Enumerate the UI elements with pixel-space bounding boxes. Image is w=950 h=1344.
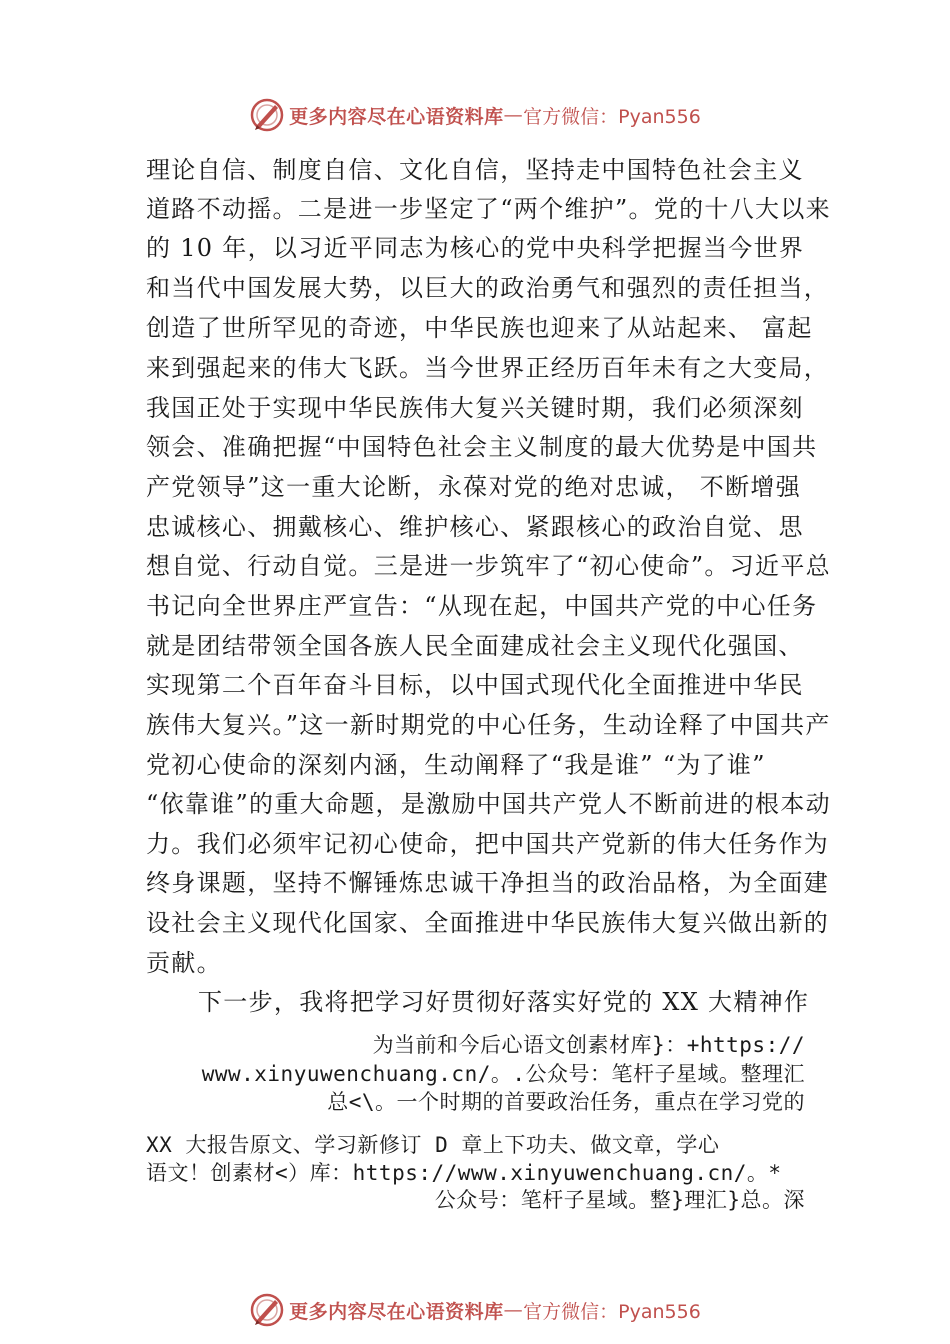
header-banner bbox=[0, 95, 950, 135]
mixed-line: 总<\。一个时期的首要政治任务，重点在学习党的 bbox=[327, 1090, 805, 1114]
footer-banner-text: 更多内容尽在心语资料库 bbox=[289, 1300, 504, 1323]
body-line: 族伟大复兴。”这一新时期党的中心任务，生动诠释了中国共产 bbox=[146, 711, 831, 739]
body-line: 来到强起来的伟大飞跃。当今世界正经历百年未有之大变局， bbox=[146, 354, 830, 382]
body-line: 想自觉、行动自觉。三是进一步筑牢了“初心使命”。习近平总 bbox=[146, 552, 831, 580]
body-line: 我国正处于实现中华民族伟大复兴关键时期，我们必须深刻 bbox=[146, 394, 804, 422]
footer-banner bbox=[0, 1290, 950, 1330]
body-line: 创造了世所罕见的奇迹，中华民族也迎来了从站起来、 富起 bbox=[146, 314, 813, 342]
body-line: 忠诚核心、拥戴核心、维护核心、紧跟核心的政治自觉、思 bbox=[146, 513, 804, 541]
body-line: “依靠谁”的重大命题，是激励中国共产党人不断前进的根本动 bbox=[146, 790, 831, 818]
body-line: 道路不动摇。二是进一步坚定了“两个维护”。党的十八大以来 bbox=[146, 195, 831, 223]
body-line: 终身课题，坚持不懈锤炼忠诚干净担当的政治品格，为全面建 bbox=[146, 869, 830, 897]
paragraph2-first-line: 下一步，我将把学习好贯彻好落实好党的 XX 大精神作 bbox=[198, 988, 810, 1016]
pen-logo-icon bbox=[249, 97, 285, 133]
body-line: 的 10 年，以习近平同志为核心的党中央科学把握当今世界 bbox=[146, 234, 805, 262]
header-banner-wechat: 官方微信：Pyan556 bbox=[523, 105, 701, 128]
mixed-line: 为当前和今后心语文创素材库}：+https:// bbox=[372, 1033, 805, 1057]
body-line: 领会、准确把握“中国特色社会主义制度的最大优势是中国共 bbox=[146, 433, 818, 461]
mixed-line: www.xinyuwenchuang.cn/。.公众号：笔杆子星域。整理汇 bbox=[201, 1062, 805, 1086]
body-line: 书记向全世界庄严宣告：“从现在起，中国共产党的中心任务 bbox=[146, 592, 818, 620]
body-line: 和当代中国发展大势，以巨大的政治勇气和强烈的责任担当， bbox=[146, 274, 830, 302]
body-line: 产党领导”这一重大论断，永葆对党的绝对忠诚， 不断增强 bbox=[146, 473, 801, 501]
mixed-line: 语文！创素材<）库：https://www.xinyuwenchuang.cn/。* bbox=[146, 1161, 782, 1185]
footer-banner-wechat: 官方微信：Pyan556 bbox=[523, 1300, 701, 1323]
body-line: 设社会主义现代化国家、全面推进中华民族伟大复兴做出新的 bbox=[146, 909, 830, 937]
pen-logo-icon bbox=[249, 1292, 285, 1328]
body-line: 党初心使命的深刻内涵，生动阐释了“我是谁” “为了谁” bbox=[146, 751, 766, 779]
body-line: 就是团结带领全国各族人民全面建成社会主义现代化强国、 bbox=[146, 632, 804, 660]
header-banner-text: 更多内容尽在心语资料库 bbox=[289, 105, 504, 128]
header-banner-separator: — bbox=[503, 104, 524, 126]
footer-banner-separator: — bbox=[503, 1299, 524, 1321]
mixed-line: XX 大报告原文、学习新修订 D 章上下功夫、做文章，学心 bbox=[146, 1133, 720, 1157]
body-line: 理论自信、制度自信、文化自信，坚持走中国特色社会主义 bbox=[146, 156, 804, 184]
body-line: 实现第二个百年奋斗目标，以中国式现代化全面推进中华民 bbox=[146, 671, 804, 699]
body-line: 力。我们必须牢记初心使命，把中国共产党新的伟大任务作为 bbox=[146, 830, 830, 858]
body-line: 贡献。 bbox=[146, 949, 222, 977]
mixed-line: 公众号：笔杆子星域。整}理汇}总。深 bbox=[434, 1188, 805, 1212]
